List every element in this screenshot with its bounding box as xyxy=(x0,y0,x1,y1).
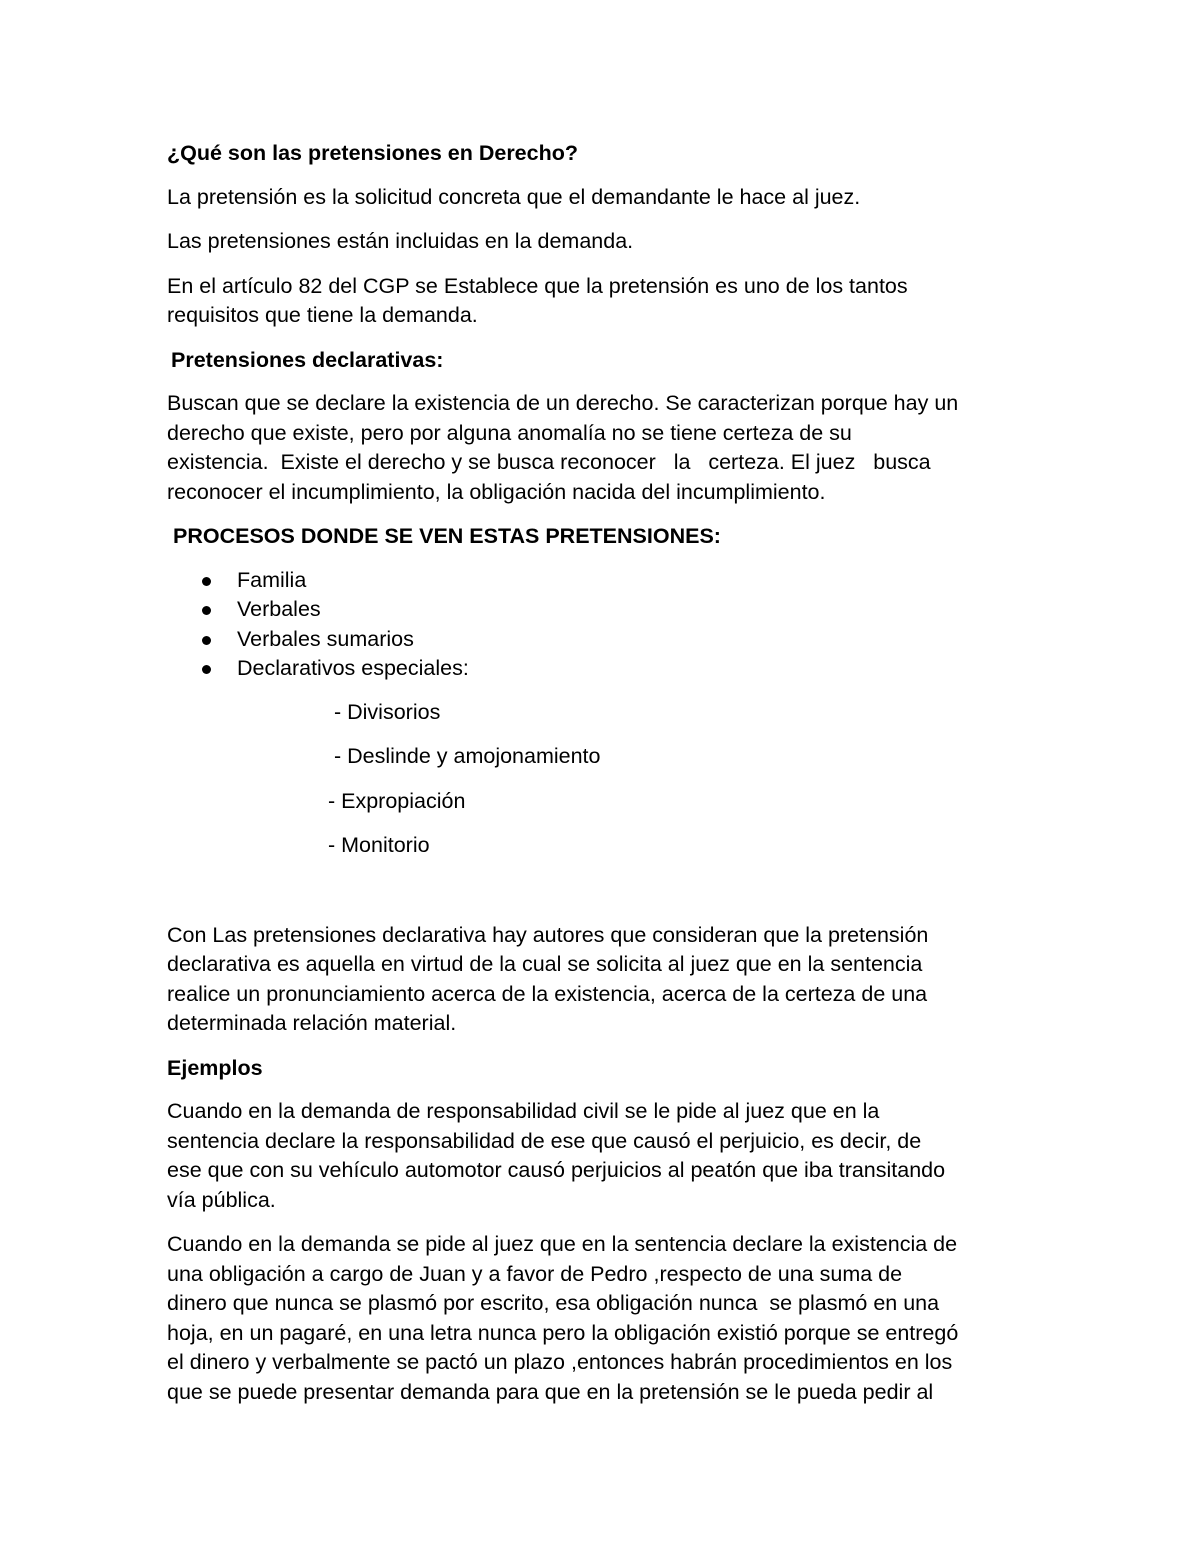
list-item xyxy=(167,625,1047,655)
list-item-label: Familia xyxy=(237,567,307,592)
bullet-icon xyxy=(202,577,211,586)
paragraph-line: Buscan que se declare la existencia de un derecho. Se caracterizan porque hay un xyxy=(167,391,959,415)
list-item xyxy=(167,566,1047,596)
blank-spacer xyxy=(167,876,1047,921)
heading-processes: PROCESOS DONDE SE VEN ESTAS PRETENSIONES: xyxy=(173,524,721,548)
paragraph-line: Con Las pretensiones declarativa hay autores que consideran que la pretensión xyxy=(167,922,929,947)
sub-item-expropiacion: - Expropiación xyxy=(328,788,466,813)
paragraph-line: reconocer el incumplimiento, la obligación nacida del incumplimiento. xyxy=(167,479,826,504)
heading-what-are-pretensions: ¿Qué son las pretensiones en Derecho? xyxy=(167,141,578,165)
paragraph-line: hoja, en un pagaré, en una letra nunca pero la obligación existió porque se entregó xyxy=(167,1320,959,1345)
heading-declarative-pretensions: Pretensiones declarativas: xyxy=(171,347,444,372)
paragraph-line: En el artículo 82 del CGP se Establece que la pretensión es uno de los tantos xyxy=(167,273,908,298)
paragraph-line: Cuando en la demanda de responsabilidad civil se le pide al juez que en la xyxy=(167,1099,880,1124)
paragraph-line: vía pública. xyxy=(167,1187,276,1212)
paragraph-line: derecho que existe, pero por alguna anomalía no se tiene certeza de su xyxy=(167,420,852,445)
sub-item-divisorios: - Divisorios xyxy=(334,699,441,724)
list-item-label: Verbales sumarios xyxy=(237,626,414,651)
paragraph-authors-view xyxy=(167,921,1047,1039)
paragraph-line: declarativa es aquella en virtud de la cual se solicita al juez que en la sentencia xyxy=(167,952,923,977)
list-item xyxy=(167,595,1047,625)
paragraph-article-82 xyxy=(167,272,1047,331)
sub-item-monitorio: - Monitorio xyxy=(328,833,430,858)
process-list xyxy=(167,566,1047,684)
paragraph-line: sentencia declare la responsabilidad de ese que causó el perjuicio, es decir, de xyxy=(167,1128,922,1153)
paragraph-line: dinero que nunca se plasmó por escrito, esa obligación nunca se plasmó en una xyxy=(167,1291,940,1316)
paragraph-example-1 xyxy=(167,1097,1047,1215)
paragraph-included-in-demand: Las pretensiones están incluidas en la demanda. xyxy=(167,229,634,253)
paragraph-line: una obligación a cargo de Juan y a favor de Pedro ,respecto de una suma de xyxy=(167,1261,903,1286)
paragraph-line: ese que con su vehículo automotor causó perjuicios al peatón que iba transitando xyxy=(167,1158,946,1183)
list-item-label: Declarativos especiales: xyxy=(237,656,469,681)
paragraph-line: realice un pronunciamiento acerca de la existencia, acerca de la certeza de una xyxy=(167,981,928,1006)
document-body xyxy=(167,139,1047,1422)
paragraph-definition: La pretensión es la solicitud concreta que el demandante le hace al juez. xyxy=(167,184,861,209)
paragraph-line: requisitos que tiene la demanda. xyxy=(167,303,478,327)
paragraph-line: determinada relación material. xyxy=(167,1011,457,1036)
paragraph-line: que se puede presentar demanda para que en la pretensión se le pueda pedir al xyxy=(167,1379,934,1404)
bullet-icon xyxy=(202,665,211,674)
list-item xyxy=(167,654,1047,684)
paragraph-line: el dinero y verbalmente se pactó un plazo ,entonces habrán procedimientos en los xyxy=(167,1350,953,1375)
paragraph-example-2 xyxy=(167,1230,1047,1407)
paragraph-declarative-description xyxy=(167,389,1047,507)
bullet-icon xyxy=(202,606,211,615)
sub-item-deslinde: - Deslinde y amojonamiento xyxy=(334,744,601,769)
paragraph-line: Cuando en la demanda se pide al juez que en la sentencia declare la existencia de xyxy=(167,1232,958,1257)
heading-examples: Ejemplos xyxy=(167,1055,263,1080)
list-item-label: Verbales xyxy=(237,597,321,622)
paragraph-line: existencia. Existe el derecho y se busca reconocer la certeza. El juez busca xyxy=(167,450,931,474)
bullet-icon xyxy=(202,636,211,645)
